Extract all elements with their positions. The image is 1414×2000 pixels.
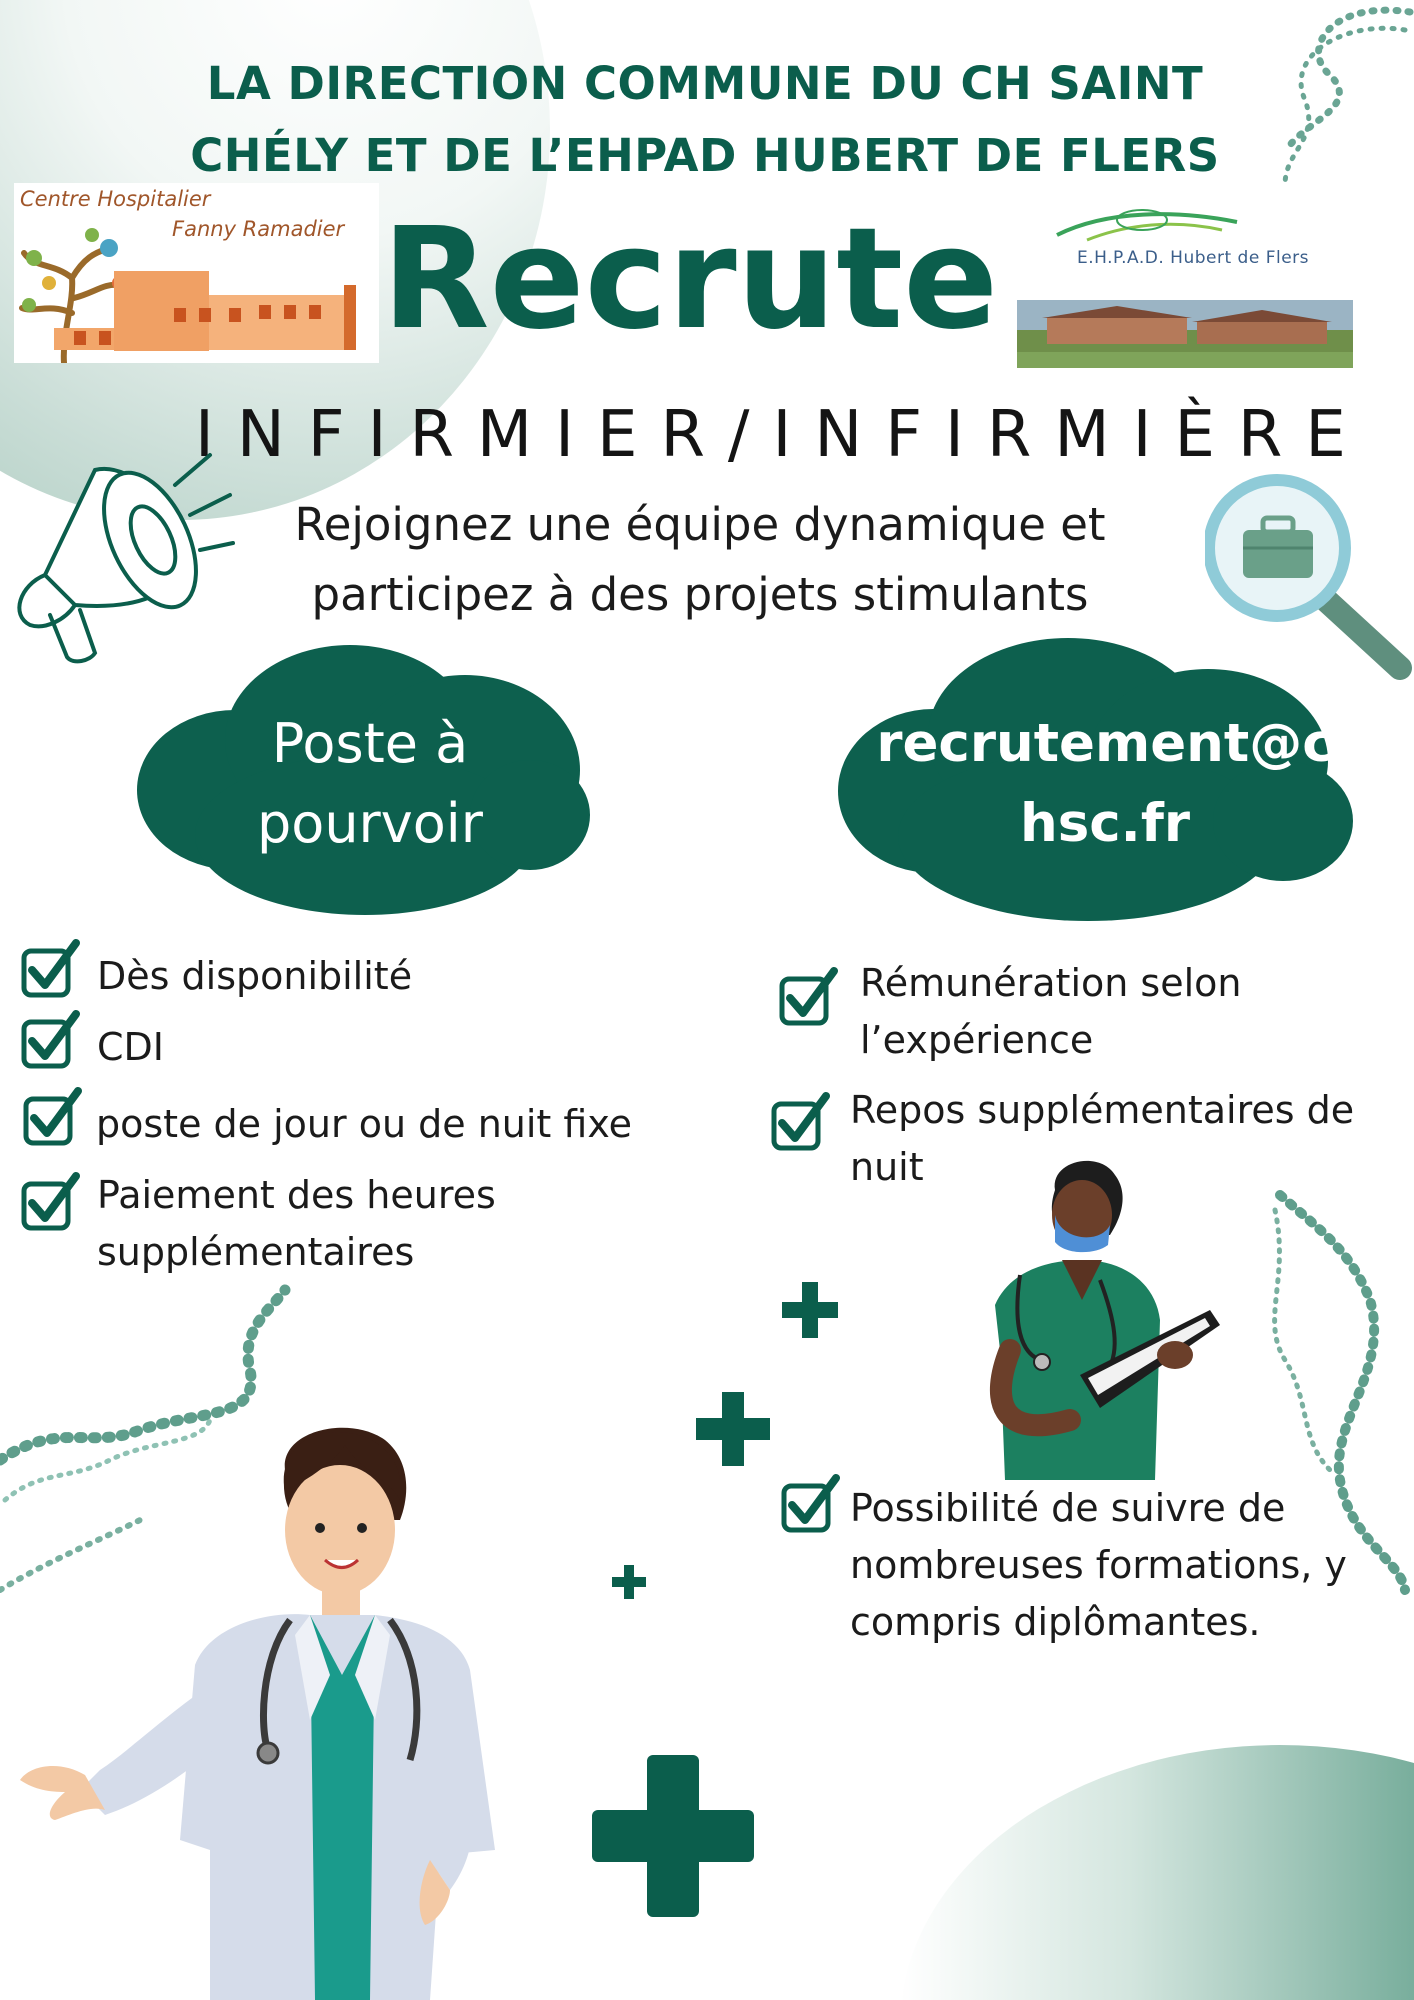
plus-icon bbox=[782, 1282, 838, 1338]
cloud-right-line1: recrutement@c bbox=[876, 713, 1334, 774]
plus-icon bbox=[592, 1755, 754, 1917]
list-item-rest-line1: Repos supplémentaires de bbox=[850, 1088, 1355, 1132]
logo-ch-line2: Fanny Ramadier bbox=[172, 217, 345, 241]
list-item-overtime-line2: supplémentaires bbox=[97, 1230, 415, 1274]
plus-icon bbox=[696, 1392, 770, 1466]
list-item-training bbox=[850, 1480, 1347, 1651]
checkbox-icon bbox=[22, 1085, 84, 1147]
organization-title-line1: LA DIRECTION COMMUNE DU CH SAINT bbox=[206, 57, 1204, 110]
list-item-salary-line1: Rémunération selon bbox=[860, 961, 1242, 1005]
plus-icon bbox=[612, 1565, 646, 1599]
checkbox-icon bbox=[20, 937, 82, 999]
organization-title bbox=[130, 48, 1280, 192]
tagline-line2: participez à des projets stimulants bbox=[311, 568, 1089, 621]
logo-centre-hospitalier bbox=[14, 183, 379, 363]
list-item-availability: Dès disponibilité bbox=[97, 954, 413, 998]
list-item-cdi: CDI bbox=[97, 1025, 165, 1069]
cloud-left-text bbox=[175, 704, 565, 864]
doctor-illustration bbox=[10, 1420, 570, 2000]
checkbox-icon bbox=[778, 965, 840, 1027]
ehpad-building-photo bbox=[1017, 300, 1353, 368]
list-item-salary-line2: l’expérience bbox=[860, 1018, 1094, 1062]
list-item-training-line2: nombreuses formations, y bbox=[850, 1543, 1347, 1587]
hospital-building-icon bbox=[14, 223, 379, 363]
list-item-training-line1: Possibilité de suivre de bbox=[850, 1486, 1286, 1530]
headline-recrute: Recrute bbox=[381, 198, 999, 361]
logo-ehpad-name: E.H.P.A.D. Hubert de Flers bbox=[1077, 248, 1309, 268]
list-item-training-line3: compris diplômantes. bbox=[850, 1600, 1261, 1644]
cloud-right-line2: hsc.fr bbox=[1019, 793, 1191, 854]
nurse-illustration bbox=[950, 1150, 1230, 1480]
checkbox-icon bbox=[20, 1170, 82, 1232]
checkbox-icon bbox=[770, 1090, 832, 1152]
cloud-left-line2: pourvoir bbox=[257, 792, 483, 855]
organization-title-line2: CHÉLY ET DE L’EHPAD HUBERT DE FLERS bbox=[190, 129, 1220, 182]
tagline-line1: Rejoignez une équipe dynamique et bbox=[294, 498, 1106, 551]
list-item-shift: poste de jour ou de nuit fixe bbox=[96, 1102, 633, 1146]
logo-ch-line1: Centre Hospitalier bbox=[20, 187, 211, 211]
list-item-rest-line2: nuit bbox=[850, 1145, 924, 1189]
checkbox-icon bbox=[20, 1008, 82, 1070]
swoosh-icon bbox=[1047, 200, 1247, 250]
logo-ehpad bbox=[1017, 200, 1353, 370]
list-item-overtime-line1: Paiement des heures bbox=[97, 1173, 496, 1217]
checkbox-icon bbox=[780, 1472, 842, 1534]
job-title: INFIRMIER/INFIRMIÈRE bbox=[195, 398, 1369, 472]
tagline bbox=[200, 490, 1200, 630]
cloud-right-email bbox=[845, 704, 1365, 864]
list-item-salary bbox=[860, 955, 1241, 1069]
cloud-left-line1: Poste à bbox=[271, 712, 469, 775]
list-item-overtime bbox=[97, 1167, 496, 1281]
